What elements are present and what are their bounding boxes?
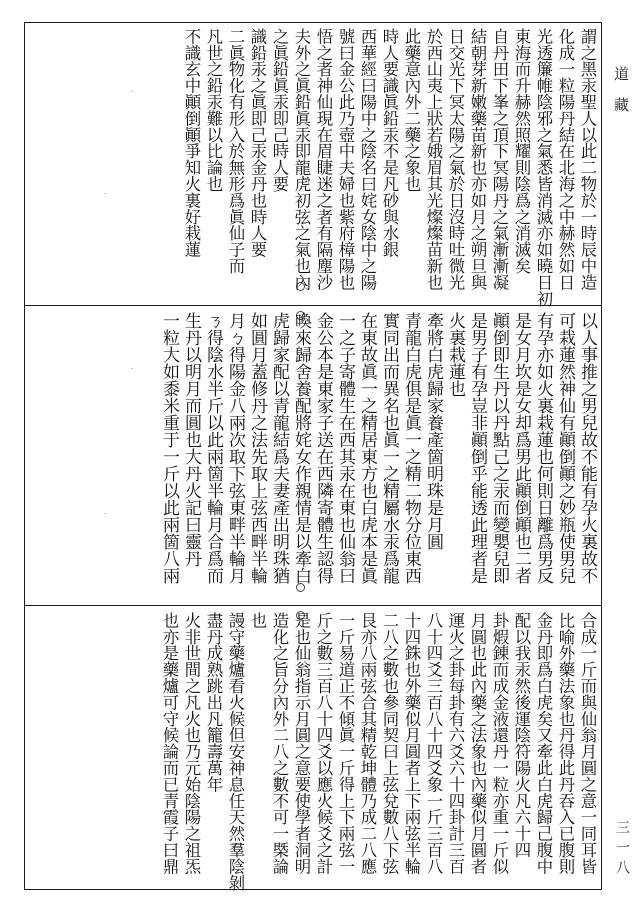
text-column: 號曰金公此乃壺中夫婦也紫府樟陽也 xyxy=(336,28,355,291)
text-panel-upper xyxy=(28,28,598,307)
folio-label: 三一八 xyxy=(614,820,630,880)
text-column: 運火之卦每卦有六爻六十四卦計三百 xyxy=(446,612,465,875)
text-column: 悟之者神仙現在眉睫迷之者有隔塵沙 xyxy=(314,28,333,291)
text-column: 卦煆錬而成金液還丹一粒亦重一斤似 xyxy=(490,612,509,875)
text-column: 以人事推之男兒故不能有孕火裏故不 xyxy=(577,312,597,584)
text-column: 火非世間之凡火也乃元始陰陽之祖炁 xyxy=(182,612,201,875)
text-column: 化成一粒陽丹結在北海之中赫然如日 xyxy=(556,28,575,291)
text-column: 斤之數三百八十四爻以應火候爻之計 xyxy=(314,612,333,875)
text-column: 自丹田下峯之頂下冥陽丹之氣漸漸凝 xyxy=(490,28,509,291)
print-mark: · xyxy=(104,190,107,198)
text-column: 也 xyxy=(248,612,267,629)
text-column: 不識玄中顚倒顚爭知火裏好栽蓮 xyxy=(182,28,201,258)
text-column: 此藥意內外二藥之象也 xyxy=(402,28,421,192)
text-column: 八十四爻三百八十四爻象一斤三百八 xyxy=(424,612,443,875)
text-column: 一之子寄體生在西其汞在東也仙翁曰 xyxy=(335,312,355,584)
text-column: 比喻外藥法象也丹得此丹吞入已腹則 xyxy=(556,612,575,875)
text-column: 凡世之鉛汞難以比論也 xyxy=(204,28,223,192)
panel-divider-lower xyxy=(24,605,602,606)
text-column: 喚來歸舍養配將姹女作親情是以牽白 xyxy=(291,312,311,584)
text-column: 可栽蓮然神仙有顚倒顚之妙瓶使男兒 xyxy=(555,312,575,584)
text-column: 月ㄅ得陽金八兩次取下弦東畔半輪月 xyxy=(225,312,245,584)
text-column: 在東故眞一之精居東方也白虎本是眞 xyxy=(357,312,377,584)
text-column: 結朝芽新嫩藥苗新也亦如月之朔旦與 xyxy=(468,28,487,291)
text-column: 生丹以明月而圓也大丹火記曰靈丹 xyxy=(181,312,201,567)
text-column: 一斤易道正不傾眞一斤得上下兩弦一 xyxy=(336,612,355,875)
text-column: 西華經曰陽中之陰名曰姹女陰中之陽 xyxy=(358,28,377,291)
text-column: 配以我汞然後運陰符陽火凡六十四 xyxy=(512,612,531,858)
text-column: ㄋ得陰水半斤以此兩箇半輪月合爲而 xyxy=(203,312,223,584)
text-column: 是女月坎是女却爲男此顚倒顚也二者 xyxy=(511,312,531,584)
text-column: 一粒大如黍米重于一斤以此兩箇八兩 xyxy=(159,312,179,584)
text-column: 二眞物化有形入於無形爲眞仙子而 xyxy=(226,28,245,274)
text-column: 於西山夷上狀若娥眉其光燦燦苗新也 xyxy=(424,28,443,291)
text-panel-middle xyxy=(28,312,598,600)
text-column: 盡丹成熟跳出凡籠壽萬年 xyxy=(204,612,223,793)
text-column: 金公本是東家子送在西隣寄體生認得 xyxy=(313,312,333,584)
text-column: 牽將白虎歸家養產箇明珠是月圓 xyxy=(423,312,443,550)
text-column: 艮亦八兩弦合其精乾坤體乃成二八應 xyxy=(358,612,377,875)
text-column: 東海而升赫然照耀則陰爲之消滅矣 xyxy=(512,28,531,274)
text-column: 謾守藥爐看火候但安神息任天然羣陰剝 xyxy=(226,612,245,891)
text-column: 時人要識眞鉛汞不是凡砂與水銀 xyxy=(380,28,399,258)
text-column: 也亦是藥爐可守候論而已青霞子曰鼎 xyxy=(160,612,179,875)
text-column: 顚倒即生丹以丹點己之汞而變嬰兒即 xyxy=(489,312,509,584)
text-column: 金丹即爲白虎矣又牽此白虎歸己腹中 xyxy=(534,612,553,875)
text-column: 光透簾帷陰邪之氣悉皆消滅亦如曉日初 xyxy=(534,28,553,307)
text-panel-lower xyxy=(28,612,598,891)
text-column: 有孕亦如火裏栽蓮也何則日離爲男反 xyxy=(533,312,553,584)
text-column: 日交光下冥太陽之氣於日沒時吐微光 xyxy=(446,28,465,291)
panel-divider-upper xyxy=(24,305,602,306)
text-column: 謂之黑汞聖人以此二物於一時辰中造 xyxy=(578,28,597,291)
text-column: 是也仙翁指示月圓之意要使學者洞明 xyxy=(292,612,311,875)
print-mark: · xyxy=(104,510,107,518)
text-column: 造化之旨分內外二八之數不可一槩論 xyxy=(270,612,289,875)
text-column: 虎歸家配以青龍結爲夫妻產出明珠猶 xyxy=(269,312,289,584)
text-column: 十四銖也外藥似月圓者上下兩弦半輪 xyxy=(402,612,421,875)
text-column: 之眞鉛眞汞即己時人要 xyxy=(270,28,289,192)
text-column: 火裏栽蓮也 xyxy=(445,312,465,397)
text-column: 實同出而異名也眞一之精屬水汞爲龍 xyxy=(379,312,399,584)
print-mark: · xyxy=(131,88,134,96)
print-mark: · xyxy=(131,365,134,373)
canon-label: 道藏 xyxy=(612,66,630,128)
text-column: 二八之數也參同契曰上弦兌數八下弦 xyxy=(380,612,399,875)
text-column: 月圓也此內藥之法象也內藥似月圓者 xyxy=(468,612,487,875)
text-column: 如圓月蓋修丹之法先取上弦西畔半輪 xyxy=(247,312,267,584)
text-column: 夫外之眞鉛眞汞即龍虎初弦之氣也內 xyxy=(292,28,311,291)
text-column: 識鉛汞之眞即己汞金丹也時人要 xyxy=(248,28,267,258)
text-column: 是男子有孕豈非顚倒乎能透此理者是 xyxy=(467,312,487,584)
text-column: 青龍白虎俱是眞一之精二物分位東西 xyxy=(401,312,421,584)
text-column: 合成一斤而與仙翁月圓之意一同耳皆 xyxy=(578,612,597,875)
